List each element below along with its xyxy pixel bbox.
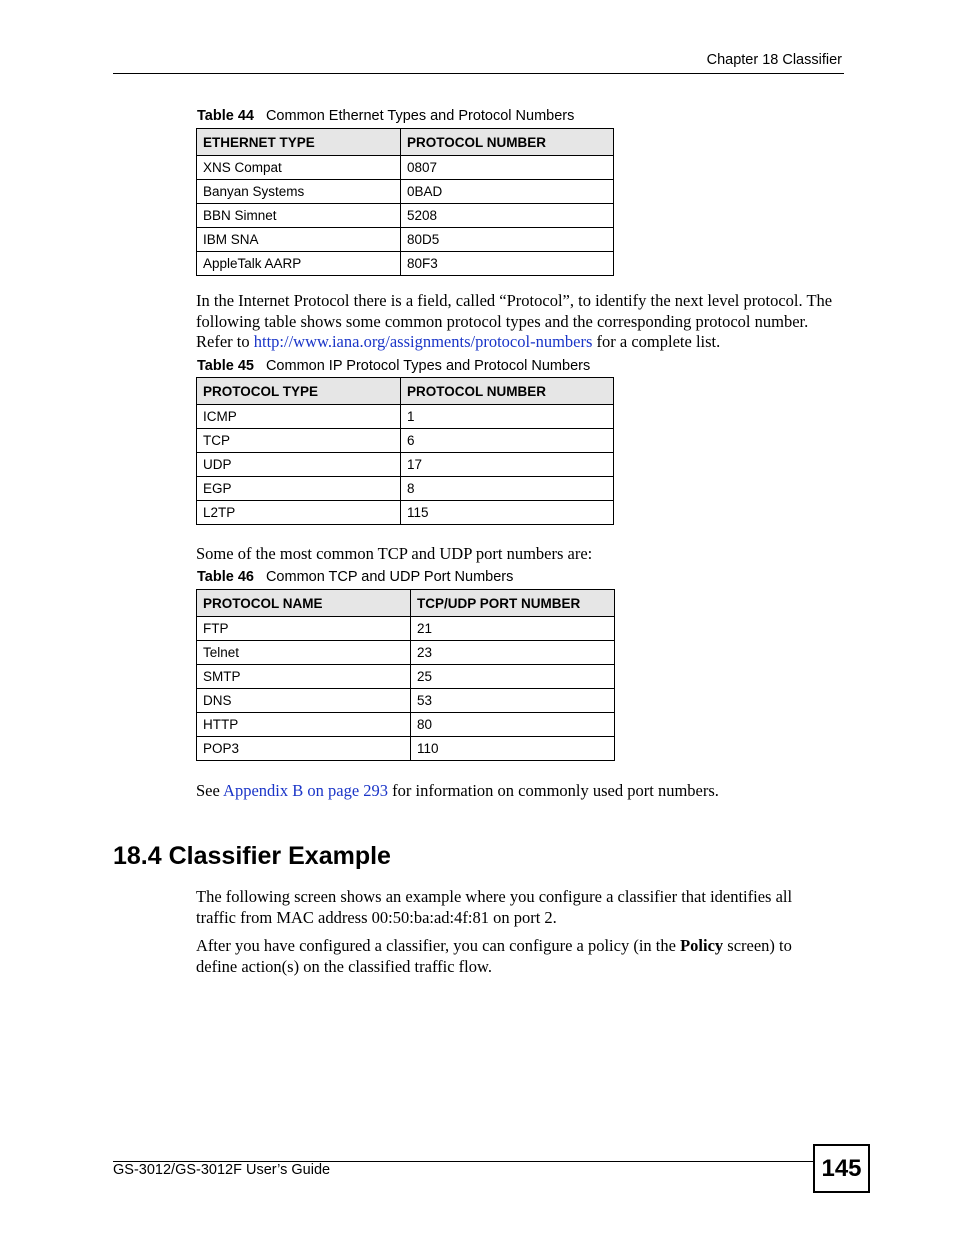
- table-row: [197, 204, 614, 228]
- table-cell: FTP: [197, 617, 411, 641]
- table45-header-protocol-number: PROTOCOL NUMBER: [401, 378, 614, 405]
- table-row: [197, 252, 614, 276]
- table-cell: DNS: [197, 689, 411, 713]
- example-paragraph: The following screen shows an example where you configure a classifier that identifies all traffic from MAC address 00:50:ba:ad:4f:81 on port 2.: [196, 887, 793, 927]
- table-cell: BBN Simnet: [197, 204, 401, 228]
- table-cell: XNS Compat: [197, 156, 401, 180]
- table-cell: 5208: [401, 204, 614, 228]
- table-cell: 110: [411, 737, 615, 761]
- table-cell: POP3: [197, 737, 411, 761]
- table-cell: 21: [411, 617, 615, 641]
- table-cell: 25: [411, 665, 615, 689]
- appendix-paragraph: [196, 781, 836, 802]
- protocol-paragraph: [196, 291, 836, 353]
- table-row: [197, 641, 615, 665]
- table44-header-ethernet-type: ETHERNET TYPE: [197, 129, 401, 156]
- table-row: [197, 477, 614, 501]
- chapter-header: Chapter 18 Classifier: [706, 52, 842, 68]
- table-cell: 0BAD: [401, 180, 614, 204]
- table44-label: Table 44: [197, 108, 254, 124]
- table-row: [197, 665, 615, 689]
- table-cell: IBM SNA: [197, 228, 401, 252]
- table-cell: 115: [401, 501, 614, 525]
- table-cell: AppleTalk AARP: [197, 252, 401, 276]
- table-cell: 1: [401, 405, 614, 429]
- table-cell: TCP: [197, 429, 401, 453]
- table44-header-protocol-number: PROTOCOL NUMBER: [401, 129, 614, 156]
- table-row: [197, 429, 614, 453]
- table44-title: Common Ethernet Types and Protocol Numbers: [265, 108, 575, 124]
- policy-screen-name: Policy: [680, 936, 724, 955]
- table45-title: Common IP Protocol Types and Protocol Numbers: [265, 358, 591, 374]
- table45-label: Table 45: [197, 358, 254, 374]
- protocol-paragraph-tail: for a complete list.: [592, 332, 721, 351]
- appendix-paragraph-text: See: [196, 781, 224, 800]
- table-cell: ICMP: [197, 405, 401, 429]
- table-row: [197, 156, 614, 180]
- table46: [196, 589, 615, 761]
- table-cell: 17: [401, 453, 614, 477]
- table-cell: 80F3: [401, 252, 614, 276]
- table-cell: 53: [411, 689, 615, 713]
- table45: [196, 377, 614, 525]
- table45-header-protocol-type: PROTOCOL TYPE: [197, 378, 401, 405]
- table-cell: HTTP: [197, 713, 411, 737]
- policy-paragraph-tail: screen) to define action(s) on the classified traffic flow.: [196, 936, 792, 976]
- table-cell: UDP: [197, 453, 401, 477]
- table-cell: Banyan Systems: [197, 180, 401, 204]
- table-cell: Telnet: [197, 641, 411, 665]
- table-cell: 80: [411, 713, 615, 737]
- table45-caption: [197, 358, 590, 374]
- table-row: [197, 405, 614, 429]
- table46-header-port-number: TCP/UDP PORT NUMBER: [411, 590, 615, 617]
- table-cell: 80D5: [401, 228, 614, 252]
- page-number: 145: [813, 1144, 870, 1193]
- table-row: [197, 713, 615, 737]
- table-row: [197, 180, 614, 204]
- footer-guide-title: GS-3012/GS-3012F User’s Guide: [113, 1162, 331, 1178]
- table-row: [197, 228, 614, 252]
- table46-header-protocol-name: PROTOCOL NAME: [197, 590, 411, 617]
- table-cell: L2TP: [197, 501, 401, 525]
- appendix-paragraph-tail: for information on commonly used port numbers.: [388, 781, 719, 800]
- table-cell: EGP: [197, 477, 401, 501]
- table46-label: Table 46: [197, 569, 254, 585]
- policy-paragraph-text: After you have configured a classifier, you can configure a policy (in the: [196, 936, 681, 955]
- table-cell: 6: [401, 429, 614, 453]
- table46-title: Common TCP and UDP Port Numbers: [265, 569, 514, 585]
- table-cell: 23: [411, 641, 615, 665]
- table-cell: 8: [401, 477, 614, 501]
- table-row: [197, 453, 614, 477]
- iana-link[interactable]: http://www.iana.org/assignments/protocol-numbers: [253, 332, 593, 351]
- appendix-link[interactable]: Appendix B on page 293: [223, 781, 389, 800]
- protocol-paragraph-text: In the Internet Protocol there is a field, called “Protocol”, to identify the next level protocol. The following table shows some common protocol types and the corresponding protocol number. Refer to: [196, 291, 833, 351]
- policy-paragraph: [196, 936, 836, 977]
- table-row: [197, 737, 615, 761]
- table-row: [197, 501, 614, 525]
- section-heading: 18.4 Classifier Example: [113, 842, 391, 870]
- port-intro-paragraph: Some of the most common TCP and UDP port numbers are:: [196, 544, 593, 563]
- table-cell: 0807: [401, 156, 614, 180]
- table-cell: SMTP: [197, 665, 411, 689]
- table-row: [197, 617, 615, 641]
- header-divider: [113, 73, 844, 74]
- table46-caption: [197, 569, 513, 585]
- table44-caption: [197, 108, 574, 124]
- table-row: [197, 689, 615, 713]
- table44: [196, 128, 614, 276]
